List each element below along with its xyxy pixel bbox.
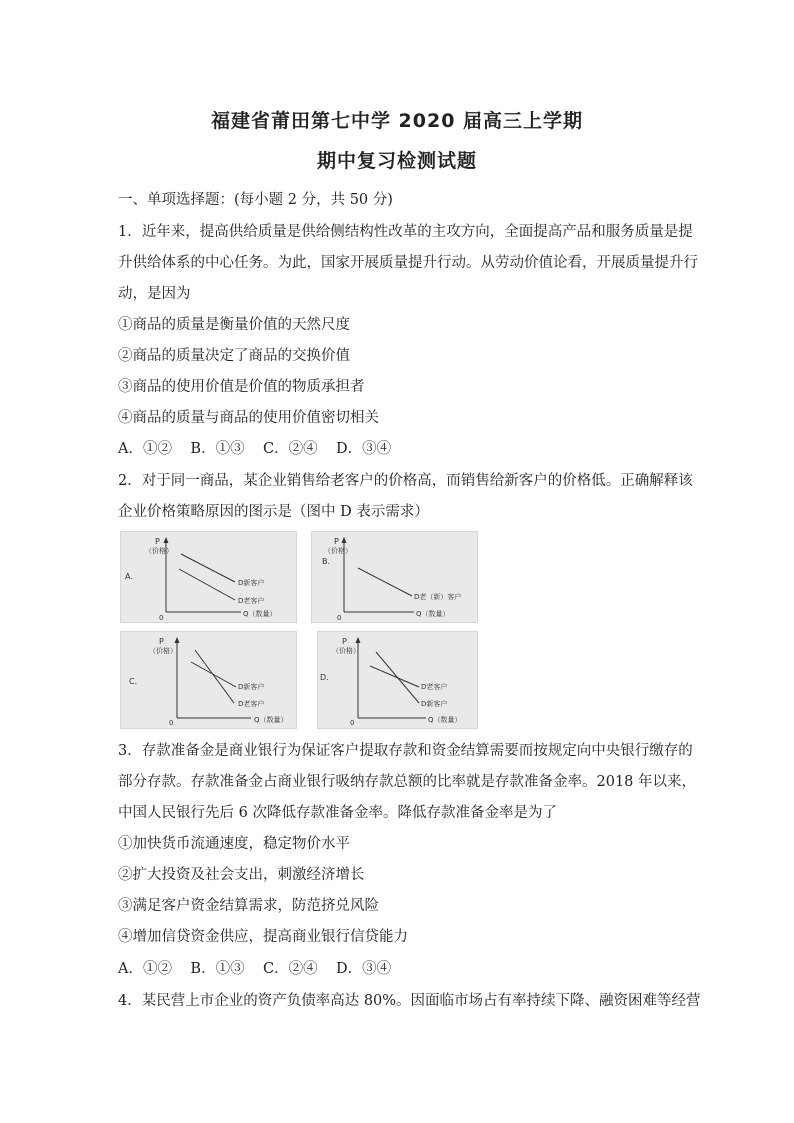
q1-option-1: ①商品的质量是衡量价值的天然尺度 [118, 317, 350, 333]
graph-c-price: （价格） [149, 647, 177, 655]
graph-a-curve-old [179, 569, 235, 600]
graph-b-price: （价格） [324, 547, 352, 555]
graph-c-label: C. [129, 677, 138, 686]
q2-text-line1: 2．对于同一商品，某企业销售给老客户的价格高，而销售给新客户的价格低。正确解释该 [118, 473, 693, 489]
graph-c-q-label: Q（数量） [254, 716, 288, 724]
graph-d-d-old: D老客户 [421, 683, 448, 691]
graph-c-curve-old [195, 650, 234, 703]
q2-text-line2: 企业价格策略原因的图示是（图中 D 表示需求） [118, 504, 429, 520]
q3-text-line3: 中国人民银行先后 6 次降低存款准备金率。降低存款准备金率是为了 [118, 805, 557, 821]
graph-d-curve-old [370, 666, 419, 687]
graph-d-q-label: Q（数量） [428, 716, 462, 724]
graph-a-q-label: Q（数量） [243, 610, 277, 618]
graph-a [120, 531, 297, 623]
graph-a-origin: 0 [159, 614, 164, 622]
section-heading: 一、单项选择题：(每小题 2 分，共 50 分) [118, 192, 393, 208]
q3-option-1: ①加快货币流通速度，稳定物价水平 [118, 836, 350, 852]
graph-b-d-both: D老（新）客户 [414, 593, 462, 601]
q1-answer-choices: A．①② B．①③ C．②④ D．③④ [118, 441, 392, 457]
q3-option-4: ④增加信贷资金供应，提高商业银行信贷能力 [118, 929, 408, 945]
graph-b-q-label: Q（数量） [416, 610, 450, 618]
graph-d-curve-new [376, 652, 419, 703]
q3-answer-choices: A．①② B．①③ C．②④ D．③④ [118, 961, 392, 977]
graph-c-d-new: D新客户 [238, 683, 265, 691]
graph-b-origin: 0 [337, 614, 342, 622]
q1-text-line1: 1．近年来，提高供给质量是供给侧结构性改革的主攻方向，全面提高产品和服务质量是提 [118, 224, 693, 240]
graph-d-origin: 0 [350, 719, 355, 727]
graph-b-p: P [334, 537, 339, 546]
graph-d-label: D. [320, 673, 329, 682]
graph-a-p: P [155, 537, 160, 546]
exam-title-line2: 期中复习检测试题 [316, 150, 477, 172]
q1-option-2: ②商品的质量决定了商品的交换价值 [118, 348, 350, 364]
q4-text-line1: 4．某民营上市企业的资产负债率高达 80%。因面临市场占有率持续下降、融资困难等经营 [118, 993, 701, 1009]
graph-a-d-new: D新客户 [238, 579, 265, 587]
graph-d-d-new: D新客户 [421, 700, 448, 708]
graph-b [311, 531, 478, 623]
graph-a-curve-new [181, 554, 235, 582]
q1-text-line2: 升供给体系的中心任务。为此，国家开展质量提升行动。从劳动价值论看，开展质量提升行 [118, 255, 698, 271]
graph-b-curve [358, 568, 412, 596]
graph-d-p: P [342, 637, 347, 646]
q3-option-2: ②扩大投资及社会支出，刺激经济增长 [118, 867, 365, 883]
graph-c [120, 631, 297, 729]
graph-c-p: P [159, 637, 164, 646]
graph-a-price: （价格） [145, 547, 173, 555]
q3-option-3: ③满足客户资金结算需求，防范挤兑风险 [118, 898, 379, 914]
graph-a-label: A. [125, 572, 133, 581]
graph-d [317, 631, 478, 729]
graph-c-d-old: D老客户 [238, 700, 265, 708]
graph-c-origin: 0 [169, 719, 174, 727]
q3-text-line2: 部分存款。存款准备金占商业银行吸纳存款总额的比率就是存款准备金率。2018 年以来， [118, 774, 697, 790]
exam-title-line1: 福建省莆田第七中学 2020 届高三上学期 [210, 110, 584, 132]
q1-option-4: ④商品的质量与商品的使用价值密切相关 [118, 410, 379, 426]
q3-text-line1: 3．存款准备金是商业银行为保证客户提取存款和资金结算需要而按规定向中央银行缴存的 [118, 743, 693, 759]
q1-text-line3: 动，是因为 [118, 286, 191, 302]
q1-option-3: ③商品的使用价值是价值的物质承担者 [118, 379, 365, 395]
graph-a-d-old: D老客户 [238, 597, 265, 605]
graph-b-label: B. [322, 557, 331, 566]
graph-d-price: （价格） [332, 647, 360, 655]
